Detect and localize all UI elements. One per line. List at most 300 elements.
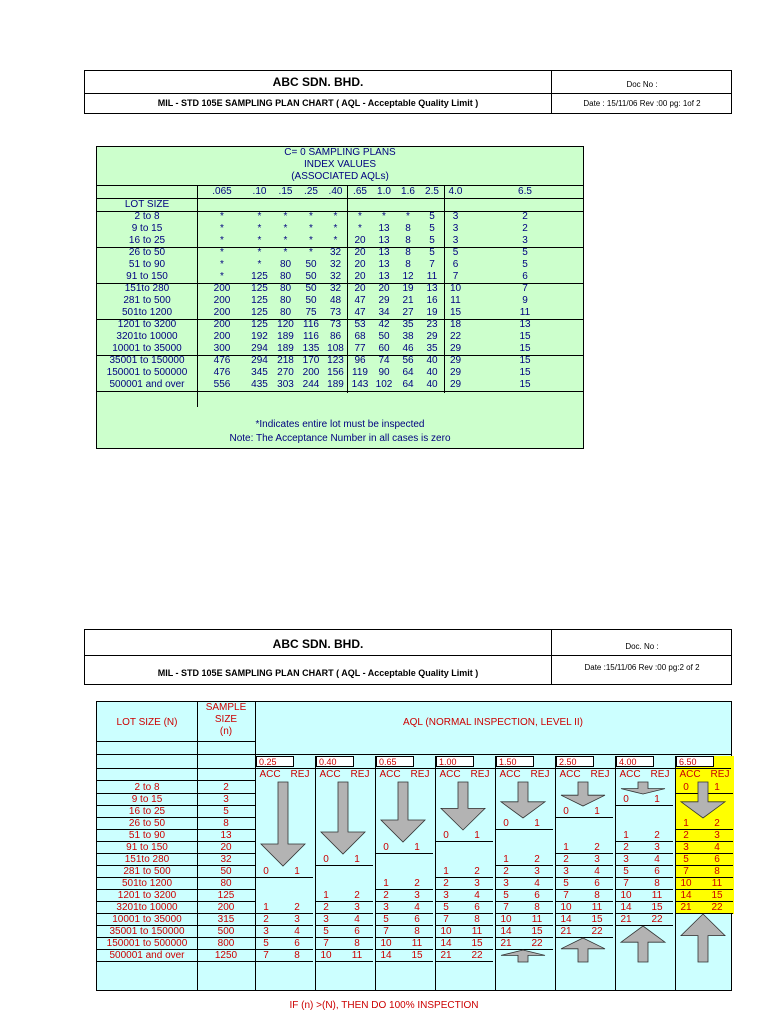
index-value: 125 bbox=[251, 271, 268, 282]
acc-value: 14 bbox=[380, 950, 392, 961]
lot-size: 10001 to 35000 bbox=[112, 343, 182, 354]
header-divider bbox=[551, 630, 552, 684]
index-value: 40 bbox=[426, 355, 438, 366]
aql-header: .15 bbox=[278, 186, 293, 197]
index-value: 75 bbox=[305, 307, 317, 318]
lot-size: 151to 280 bbox=[124, 854, 170, 865]
rej-value: 4 bbox=[414, 902, 420, 913]
up-arrow-icon bbox=[681, 914, 725, 962]
acc-value: 2 bbox=[683, 830, 689, 841]
aql-header: .40 bbox=[328, 186, 343, 197]
rej-value: 6 bbox=[654, 866, 660, 877]
index-value: 15 bbox=[519, 379, 531, 390]
rej-value: 11 bbox=[591, 902, 603, 913]
index-value: 15 bbox=[519, 355, 531, 366]
sample-size: 500 bbox=[217, 926, 235, 937]
acc-value: 14 bbox=[440, 938, 452, 949]
index-value: 7 bbox=[452, 271, 459, 282]
index-value: * bbox=[220, 235, 224, 246]
index-value: 435 bbox=[251, 379, 268, 390]
index-value: 7 bbox=[429, 259, 435, 270]
rej-value: 8 bbox=[654, 878, 660, 889]
acc-value: 21 bbox=[440, 950, 452, 961]
aql-header: .065 bbox=[212, 186, 232, 197]
sample-size: 5 bbox=[223, 806, 229, 817]
doc-no: Doc No : bbox=[626, 80, 658, 89]
company-name: ABC SDN. BHD. bbox=[272, 75, 364, 89]
index-value: 73 bbox=[329, 307, 342, 318]
acc-value: 7 bbox=[563, 890, 569, 901]
acc-value: 0 bbox=[563, 806, 569, 817]
sample-size-label: SIZE bbox=[214, 714, 238, 725]
index-value: 116 bbox=[303, 319, 319, 330]
acc-header: ACC bbox=[319, 769, 341, 780]
sample-size: 8 bbox=[223, 818, 229, 829]
index-value: 29 bbox=[449, 343, 462, 354]
acc-value: 14 bbox=[680, 890, 692, 901]
rej-value: 22 bbox=[591, 926, 603, 937]
index-value: * bbox=[309, 247, 313, 258]
lot-size: 9 to 15 bbox=[131, 223, 163, 234]
aql-column-label: 2.50 bbox=[556, 756, 594, 767]
index-value: 13 bbox=[378, 235, 390, 246]
index-value: 5 bbox=[429, 247, 435, 258]
lot-size: 150001 to 500000 bbox=[106, 367, 188, 378]
acc-value: 1 bbox=[683, 818, 689, 829]
index-value: 15 bbox=[519, 343, 531, 354]
index-value: 119 bbox=[352, 367, 368, 378]
cell-rule bbox=[315, 961, 373, 962]
chart-subtitle: MIL - STD 105E SAMPLING PLAN CHART ( AQL - Acceptable Quality Limit ) bbox=[157, 668, 479, 678]
lot-size: 26 to 50 bbox=[128, 247, 166, 258]
index-value: 556 bbox=[213, 379, 231, 390]
acc-value: 14 bbox=[560, 914, 572, 925]
rej-header: REJ bbox=[650, 769, 670, 780]
rej-value: 11 bbox=[651, 890, 663, 901]
lot-size: 35001 to 150000 bbox=[109, 926, 185, 937]
index-value: 3 bbox=[522, 235, 528, 246]
rej-value: 1 bbox=[414, 842, 420, 853]
up-arrow-icon bbox=[561, 938, 605, 962]
lot-size: 1201 to 3200 bbox=[117, 890, 177, 901]
sample-size: 13 bbox=[220, 830, 232, 841]
index-value: 2 bbox=[522, 211, 528, 222]
rej-header: REJ bbox=[590, 769, 610, 780]
rule bbox=[97, 198, 583, 199]
acc-value: 10 bbox=[620, 890, 632, 901]
note-acceptance: Note: The Acceptance Number in all cases is zero bbox=[229, 433, 451, 444]
cell-rule bbox=[255, 877, 313, 878]
index-value: 135 bbox=[302, 343, 320, 354]
index-value: 47 bbox=[354, 295, 366, 306]
index-value: 86 bbox=[329, 331, 342, 342]
acc-header: ACC bbox=[559, 769, 581, 780]
acc-header: ACC bbox=[439, 769, 461, 780]
index-value: * bbox=[257, 235, 262, 246]
lot-size: 1201 to 3200 bbox=[117, 319, 177, 330]
aql-header: 1.6 bbox=[401, 186, 415, 197]
rej-value: 8 bbox=[354, 938, 360, 949]
acc-value: 1 bbox=[563, 842, 569, 853]
header-box-page1 bbox=[84, 70, 732, 114]
acc-value: 3 bbox=[503, 878, 509, 889]
rule bbox=[97, 754, 731, 755]
index-value: 15 bbox=[449, 307, 462, 318]
index-value: 22 bbox=[449, 331, 462, 342]
doc-no: Doc. No : bbox=[625, 642, 659, 651]
lot-size-label: LOT SIZE bbox=[124, 199, 170, 210]
footer-note: IF (n) >(N), THEN DO 100% INSPECTION bbox=[289, 1000, 479, 1011]
acc-value: 3 bbox=[263, 926, 269, 937]
acc-value: 1 bbox=[623, 830, 629, 841]
index-value: 3 bbox=[452, 211, 459, 222]
acc-header: ACC bbox=[259, 769, 281, 780]
rej-value: 1 bbox=[294, 866, 300, 877]
lot-size: 3201to 10000 bbox=[116, 902, 178, 913]
rej-value: 11 bbox=[411, 938, 423, 949]
acc-value: 5 bbox=[443, 902, 449, 913]
rej-value: 2 bbox=[414, 878, 420, 889]
index-value: 29 bbox=[449, 367, 462, 378]
lot-size: 10001 to 35000 bbox=[112, 914, 182, 925]
rej-value: 11 bbox=[711, 878, 723, 889]
aql-column-label: 0.40 bbox=[316, 756, 354, 767]
index-value: * bbox=[220, 259, 224, 270]
index-value: 80 bbox=[279, 283, 292, 294]
index-value: 294 bbox=[251, 343, 268, 354]
lot-size: 9 to 15 bbox=[131, 794, 163, 805]
rule bbox=[97, 185, 583, 186]
acc-value: 2 bbox=[563, 854, 569, 865]
acc-value: 2 bbox=[383, 890, 389, 901]
down-arrow-icon bbox=[621, 782, 665, 794]
acc-header: ACC bbox=[499, 769, 521, 780]
rej-value: 2 bbox=[294, 902, 300, 913]
index-value: 11 bbox=[519, 307, 531, 318]
sample-size: 315 bbox=[217, 914, 235, 925]
index-value: 200 bbox=[213, 331, 231, 342]
index-value: 16 bbox=[426, 295, 438, 306]
rej-value: 6 bbox=[414, 914, 420, 925]
acc-value: 7 bbox=[323, 938, 329, 949]
row-rule bbox=[97, 961, 255, 962]
acc-value: 5 bbox=[383, 914, 389, 925]
index-value: 3 bbox=[452, 235, 459, 246]
acc-value: 1 bbox=[323, 890, 329, 901]
table-title-line: INDEX VALUES bbox=[303, 159, 377, 170]
index-value: 34 bbox=[378, 307, 390, 318]
rej-value: 22 bbox=[651, 914, 663, 925]
rej-value: 3 bbox=[594, 854, 600, 865]
acc-value: 3 bbox=[443, 890, 449, 901]
rej-value: 22 bbox=[711, 902, 723, 913]
index-value: 294 bbox=[251, 355, 268, 366]
acc-value: 2 bbox=[503, 866, 509, 877]
rej-value: 15 bbox=[471, 938, 483, 949]
index-value: * bbox=[220, 211, 224, 222]
index-value: 143 bbox=[351, 379, 369, 390]
acc-value: 1 bbox=[503, 854, 509, 865]
index-value: 38 bbox=[402, 331, 414, 342]
rej-value: 2 bbox=[534, 854, 540, 865]
cell-rule bbox=[435, 841, 493, 842]
sample-size: 20 bbox=[220, 842, 232, 853]
rej-value: 11 bbox=[531, 914, 543, 925]
acc-value: 10 bbox=[440, 926, 452, 937]
rej-value: 6 bbox=[594, 878, 600, 889]
index-value: 35 bbox=[426, 343, 438, 354]
index-value: 77 bbox=[354, 343, 366, 354]
rej-value: 2 bbox=[474, 866, 480, 877]
rej-value: 4 bbox=[354, 914, 360, 925]
sample-size: 3 bbox=[223, 794, 229, 805]
index-value: 9 bbox=[522, 295, 528, 306]
aql-column-label: 0.65 bbox=[376, 756, 414, 767]
aql-column-label: 4.00 bbox=[616, 756, 654, 767]
acc-value: 2 bbox=[323, 902, 329, 913]
acc-value: 1 bbox=[383, 878, 389, 889]
index-value: 116 bbox=[303, 331, 319, 342]
rej-value: 3 bbox=[354, 902, 360, 913]
rej-value: 11 bbox=[471, 926, 483, 937]
index-value: 20 bbox=[378, 283, 390, 294]
acc-value: 2 bbox=[623, 842, 629, 853]
index-value: 80 bbox=[279, 307, 292, 318]
acc-header: ACC bbox=[379, 769, 401, 780]
cell-rule bbox=[495, 829, 553, 830]
rej-value: 15 bbox=[531, 926, 543, 937]
index-value: 8 bbox=[405, 235, 411, 246]
index-value: 200 bbox=[213, 295, 231, 306]
index-value: 80 bbox=[279, 271, 292, 282]
acc-value: 10 bbox=[380, 938, 392, 949]
lot-size: 26 to 50 bbox=[128, 818, 166, 829]
rej-value: 1 bbox=[354, 854, 360, 865]
cell-rule bbox=[435, 961, 493, 962]
index-value: 19 bbox=[402, 283, 414, 294]
index-value: 23 bbox=[426, 319, 438, 330]
index-value: 29 bbox=[426, 331, 438, 342]
sample-size: 2 bbox=[223, 782, 229, 793]
acc-value: 10 bbox=[320, 950, 332, 961]
lot-size: 501to 1200 bbox=[121, 307, 173, 318]
aql-header: .65 bbox=[353, 186, 367, 197]
acc-header: ACC bbox=[619, 769, 641, 780]
aql-header: 4.0 bbox=[448, 186, 463, 197]
aql-title: AQL (NORMAL INSPECTION, LEVEL II) bbox=[402, 717, 584, 728]
index-value: * bbox=[220, 271, 224, 282]
index-value: 218 bbox=[277, 355, 294, 366]
index-value: 125 bbox=[251, 319, 268, 330]
index-value: 29 bbox=[378, 295, 390, 306]
index-value: * bbox=[257, 223, 262, 234]
index-value: 13 bbox=[378, 223, 390, 234]
index-value: 3 bbox=[452, 223, 459, 234]
rej-value: 15 bbox=[651, 902, 663, 913]
index-value: * bbox=[220, 223, 224, 234]
index-value: 42 bbox=[378, 319, 390, 330]
acc-value: 0 bbox=[383, 842, 389, 853]
lot-size: 501to 1200 bbox=[121, 878, 173, 889]
rej-value: 2 bbox=[594, 842, 600, 853]
rej-value: 1 bbox=[714, 782, 720, 793]
down-arrow-icon bbox=[501, 782, 545, 818]
acc-value: 14 bbox=[620, 902, 632, 913]
rej-value: 22 bbox=[471, 950, 483, 961]
index-value: 102 bbox=[375, 379, 393, 390]
index-value: 40 bbox=[426, 379, 438, 390]
up-arrow-icon bbox=[501, 950, 545, 962]
index-value: 244 bbox=[302, 379, 320, 390]
index-value: * bbox=[220, 247, 224, 258]
rule bbox=[97, 780, 255, 781]
index-value: 476 bbox=[213, 367, 231, 378]
index-value: 20 bbox=[354, 271, 366, 282]
index-value: 7 bbox=[522, 283, 528, 294]
rule bbox=[97, 741, 255, 742]
index-value: 19 bbox=[426, 307, 438, 318]
acc-value: 7 bbox=[443, 914, 449, 925]
down-arrow-icon bbox=[681, 782, 725, 818]
rej-value: 6 bbox=[474, 902, 480, 913]
table-title-line: (ASSOCIATED AQLs) bbox=[291, 171, 389, 182]
lot-size: 16 to 25 bbox=[128, 806, 166, 817]
index-value: 200 bbox=[302, 367, 320, 378]
down-arrow-icon bbox=[381, 782, 425, 842]
acc-value: 1 bbox=[263, 902, 269, 913]
acc-value: 7 bbox=[383, 926, 389, 937]
lot-size: 281 to 500 bbox=[123, 866, 171, 877]
note-entire-lot: *Indicates entire lot must be inspected bbox=[255, 419, 425, 430]
index-value: 270 bbox=[277, 367, 294, 378]
index-value: 73 bbox=[329, 319, 342, 330]
rej-value: 2 bbox=[654, 830, 660, 841]
index-value: * bbox=[309, 223, 313, 234]
acc-value: 7 bbox=[623, 878, 629, 889]
acc-value: 0 bbox=[503, 818, 509, 829]
index-value: 40 bbox=[426, 367, 438, 378]
aql-column-label: 1.50 bbox=[496, 756, 534, 767]
sample-size: 50 bbox=[220, 866, 232, 877]
lot-size: 35001 to 150000 bbox=[109, 355, 185, 366]
lot-size: 51 to 90 bbox=[128, 830, 166, 841]
index-value: 50 bbox=[305, 271, 317, 282]
header-box-page2 bbox=[84, 629, 732, 685]
index-value: 20 bbox=[354, 283, 366, 294]
index-value: 5 bbox=[522, 247, 528, 258]
cell-rule bbox=[375, 961, 433, 962]
index-value: 46 bbox=[402, 343, 414, 354]
rej-value: 6 bbox=[714, 854, 720, 865]
index-value: 50 bbox=[305, 259, 317, 270]
acc-value: 5 bbox=[503, 890, 509, 901]
index-value: * bbox=[333, 223, 338, 234]
lot-size: 281 to 500 bbox=[123, 295, 171, 306]
index-value: 64 bbox=[402, 367, 414, 378]
sample-size: 125 bbox=[217, 890, 235, 901]
index-value: * bbox=[283, 223, 288, 234]
date-rev: Date :15/11/06 Rev :00 pg:2 of 2 bbox=[584, 663, 700, 672]
down-arrow-icon bbox=[321, 782, 365, 854]
cell-rule bbox=[375, 853, 433, 854]
acc-value: 0 bbox=[623, 794, 629, 805]
index-value: * bbox=[382, 211, 386, 222]
index-value: 13 bbox=[426, 283, 438, 294]
index-value: 156 bbox=[327, 367, 344, 378]
index-value: 29 bbox=[449, 355, 462, 366]
rej-value: 4 bbox=[654, 854, 660, 865]
index-value: 125 bbox=[251, 307, 268, 318]
lot-size: 2 to 8 bbox=[134, 211, 160, 222]
index-value: * bbox=[309, 235, 313, 246]
index-value: * bbox=[257, 247, 262, 258]
rej-header: REJ bbox=[710, 769, 730, 780]
aql-header: 1.0 bbox=[377, 186, 391, 197]
rej-value: 4 bbox=[294, 926, 300, 937]
lot-size: 500001 and over bbox=[109, 950, 185, 961]
down-arrow-icon bbox=[441, 782, 485, 830]
index-value: 27 bbox=[402, 307, 414, 318]
index-value: 13 bbox=[378, 271, 390, 282]
index-value: 21 bbox=[402, 295, 414, 306]
rej-header: REJ bbox=[350, 769, 370, 780]
rej-value: 1 bbox=[474, 830, 480, 841]
sample-size-label: (n) bbox=[219, 726, 233, 737]
index-value: 80 bbox=[279, 295, 292, 306]
rej-value: 8 bbox=[474, 914, 480, 925]
index-value: 5 bbox=[429, 223, 435, 234]
rej-value: 3 bbox=[474, 878, 480, 889]
acc-value: 3 bbox=[383, 902, 389, 913]
index-value: 125 bbox=[251, 295, 268, 306]
acc-value: 3 bbox=[683, 842, 689, 853]
header-row-line bbox=[85, 655, 731, 656]
index-value: 10 bbox=[449, 283, 462, 294]
index-value: 13 bbox=[519, 319, 531, 330]
index-value: 29 bbox=[449, 379, 462, 390]
index-value: 18 bbox=[449, 319, 462, 330]
rej-value: 4 bbox=[474, 890, 480, 901]
rej-value: 4 bbox=[714, 842, 720, 853]
index-value: * bbox=[309, 211, 313, 222]
rej-header: REJ bbox=[290, 769, 310, 780]
index-value: 303 bbox=[277, 379, 294, 390]
rej-value: 8 bbox=[714, 866, 720, 877]
acc-value: 5 bbox=[683, 854, 689, 865]
index-value: * bbox=[257, 211, 262, 222]
index-value: * bbox=[283, 235, 288, 246]
rej-value: 22 bbox=[531, 938, 543, 949]
index-value: 80 bbox=[279, 259, 292, 270]
index-value: 64 bbox=[402, 379, 414, 390]
rej-value: 6 bbox=[294, 938, 300, 949]
aql-header: 2.5 bbox=[425, 186, 439, 197]
acc-value: 2 bbox=[263, 914, 269, 925]
index-value: 32 bbox=[329, 247, 342, 258]
lot-size: 91 to 150 bbox=[126, 271, 168, 282]
acc-value: 3 bbox=[623, 854, 629, 865]
index-value: 476 bbox=[213, 355, 231, 366]
index-value: * bbox=[283, 211, 288, 222]
rej-value: 8 bbox=[294, 950, 300, 961]
index-value: 192 bbox=[251, 331, 268, 342]
cell-rule bbox=[315, 865, 373, 866]
rej-header: REJ bbox=[410, 769, 430, 780]
lot-size: 16 to 25 bbox=[128, 235, 166, 246]
index-value: 50 bbox=[378, 331, 390, 342]
rej-value: 8 bbox=[594, 890, 600, 901]
index-value: 74 bbox=[378, 355, 390, 366]
